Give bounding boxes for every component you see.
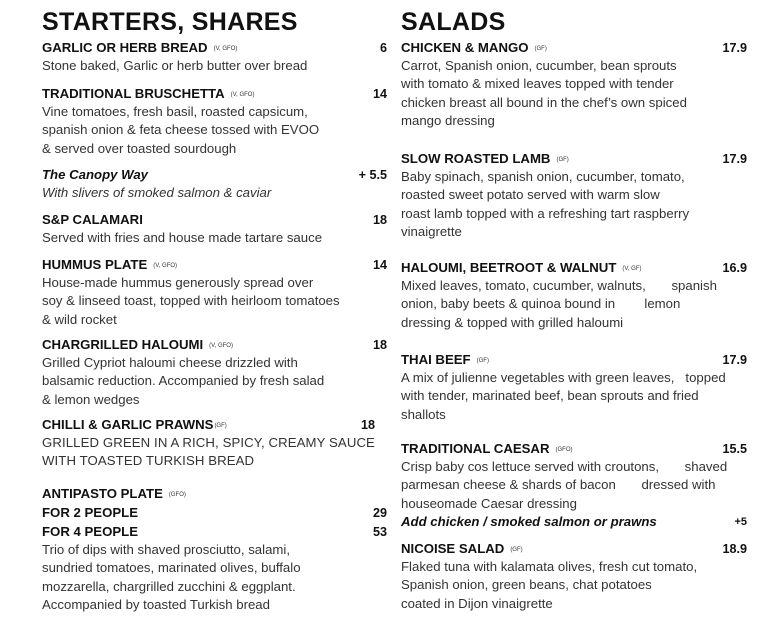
menu-item-lamb [401,150,747,241]
item-name: CHICKEN & MANGO [401,40,529,55]
menu-item-antipasto [42,485,387,614]
item-price: 15.5 [722,442,747,456]
dietary-tag: (GF) [534,46,547,52]
item-description: Stone baked, Garlic or herb butter over bread [42,58,308,73]
item-description: With slivers of smoked salmon & caviar [42,185,272,200]
item-name: GARLIC OR HERB BREAD [42,40,208,55]
item-name: The Canopy Way [42,167,149,182]
dietary-tag: (V, GFO) [230,92,255,98]
menu-item-chicken-mango [401,39,747,130]
menu-item-thai-beef [401,351,747,424]
dietary-tag: (V, GFO) [153,263,178,269]
item-price: 53 [372,525,387,539]
item-description: GRILLED GREEN IN A RICH, SPICY, CREAMY SAUCE WITH TOASTED TURKISH BREAD [42,435,375,469]
item-price: 18 [360,418,375,432]
menu-item-caesar [401,440,747,531]
item-name: TRADITIONAL BRUSCHETTA [42,86,225,101]
item-price: 17.9 [722,353,747,367]
dietary-tag: (V, GFO) [213,46,238,52]
item-price: 17.9 [722,152,747,166]
serving-option-4: FOR 4 PEOPLE [42,524,138,539]
menu-item-bruschetta [42,85,387,158]
item-description: Served with fries and house made tartare sauce [42,230,323,245]
menu-item-calamari [42,211,387,247]
item-description: Flaked tuna with kalamata olives, fresh cut tomato, Spanish onion, green beans, chat potatoes coated in Dijon vinaigrette [401,559,698,611]
menu-item-beetroot-walnut [401,259,747,332]
item-price: 29 [372,506,387,520]
dietary-tag: (GFO) [555,447,573,453]
item-price: 18 [372,213,387,227]
item-description: Vine tomatoes, fresh basil, roasted capsicum, spanish onion & feta cheese tossed with EVOO & served over toasted sourdough [42,104,320,156]
item-name: ANTIPASTO PLATE [42,486,163,501]
item-price: 17.9 [722,41,747,55]
menu-item-nicoise [401,540,747,613]
dietary-tag: (GFO) [168,492,186,498]
addon-label: Add chicken / smoked salmon or prawns [401,513,657,529]
addon-price: +5 [734,515,747,528]
dietary-tag: (V, GF) [622,266,642,272]
salads-title: SALADS [401,8,506,36]
item-price: 14 [372,258,387,272]
dietary-tag: (GF) [510,547,523,553]
item-name: HUMMUS PLATE [42,257,148,272]
dietary-tag: (GF) [556,157,569,163]
item-name: HALOUMI, BEETROOT & WALNUT [401,260,617,275]
item-description: House-made hummus generously spread over soy & linseed toast, topped with heirloom tomatoes & wild rocket [42,275,340,327]
menu-item-hummus [42,256,387,329]
serving-option-2: FOR 2 PEOPLE [42,505,138,520]
menu-item-garlic-bread [42,39,387,75]
dietary-tag: (GF) [476,358,489,364]
item-description: Crisp baby cos lettuce served with croutons, shaved parmesan cheese & shards of bacon dressed with houseomade Caesar dressing [401,459,728,511]
item-description: Carrot, Spanish onion, cucumber, bean sprouts with tomato & mixed leaves topped with tender chicken breast all bound in the chef’s own spiced mango dressing [401,58,687,128]
item-description: Baby spinach, spanish onion, cucumber, tomato, roasted sweet potato served with warm slow roast lamb topped with a refreshing tart raspberry vinaigrette [401,169,690,239]
item-name: SLOW ROASTED LAMB [401,151,551,166]
starters-title: STARTERS, SHARES [42,8,298,36]
item-price: 16.9 [722,261,747,275]
item-description: Grilled Cypriot haloumi cheese drizzled with balsamic reduction. Accompanied by fresh salad & lemon wedges [42,355,325,407]
item-description: Mixed leaves, tomato, cucumber, walnuts, spanish onion, baby beets & quinoa bound in lemon dressing & topped with grilled haloumi [401,278,717,330]
item-price: 18 [372,338,387,352]
item-price: 18.9 [722,542,747,556]
item-name: THAI BEEF [401,352,471,367]
item-description: Trio of dips with shaved prosciutto, salami, sundried tomatoes, marinated olives, buffalo mozzarella, chargrilled zucchini & eggplant. Accompanied by toasted Turkish bread [42,542,301,612]
menu-item-prawns [42,416,387,471]
dietary-tag: (V, GFO) [209,343,233,349]
item-name: TRADITIONAL CAESAR [401,441,550,456]
item-price: + 5.5 [358,168,387,182]
menu-item-haloumi [42,336,387,409]
menu-item-canopy-way [42,166,387,202]
item-description: A mix of julienne vegetables with green leaves, topped with tender, marinated beef, bean sprouts and fried shallots [401,370,726,422]
item-name: CHILLI & GARLIC PRAWNS [42,417,214,432]
dietary-tag: (GF) [214,423,227,429]
item-name: CHARGRILLED HALOUMI [42,337,204,352]
item-name: NICOISE SALAD [401,541,505,556]
item-name: S&P CALAMARI [42,212,143,227]
item-price: 14 [372,87,387,101]
item-price: 6 [379,41,387,55]
